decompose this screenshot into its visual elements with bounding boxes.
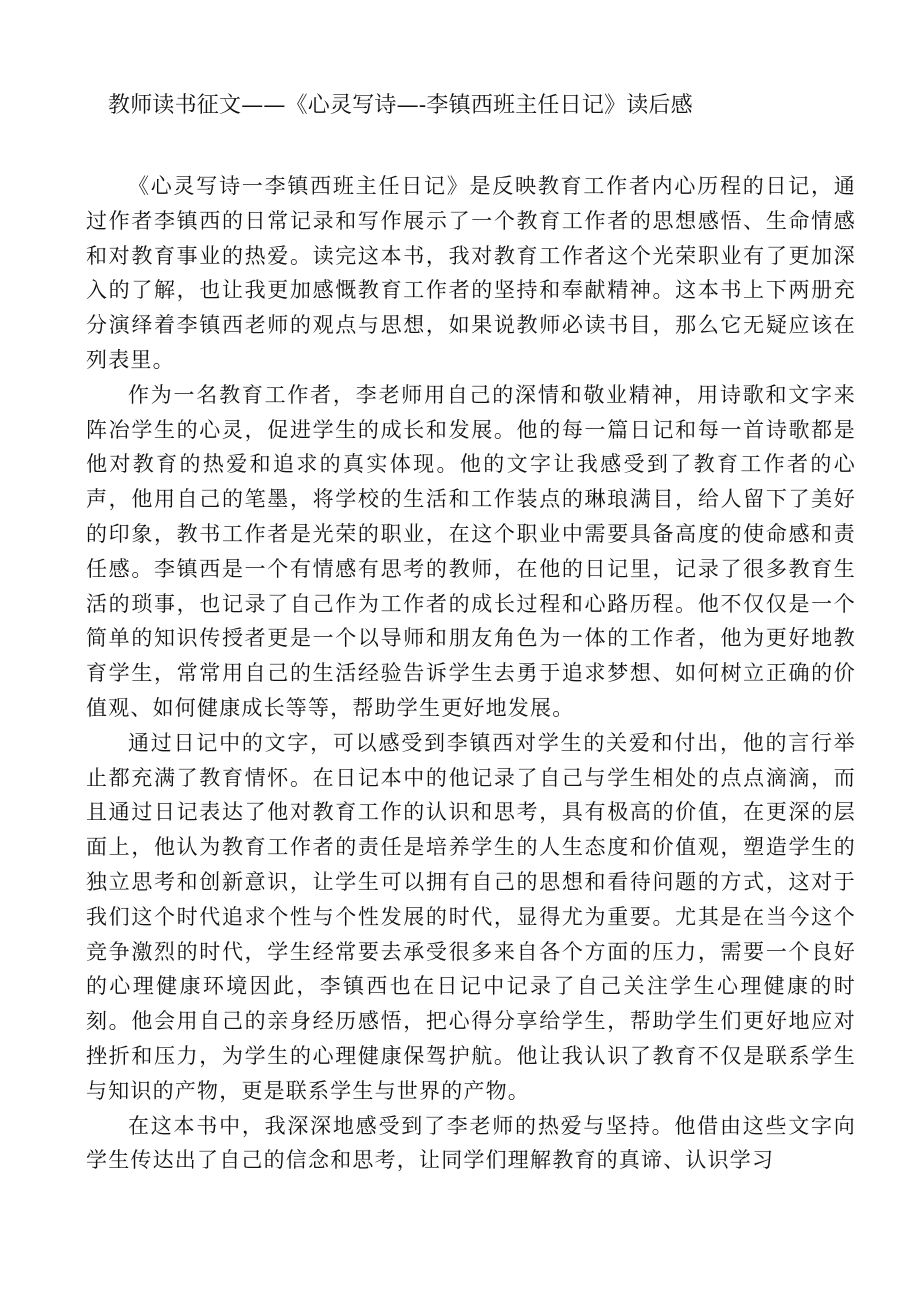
document-title: 教师读书征文——《心灵写诗—-李镇西班主任日记》读后感 <box>108 93 693 118</box>
document-body <box>86 169 856 1178</box>
body-paragraph: 《心灵写诗一李镇西班主任日记》是反映教育工作者内心历程的日记，通过作者李镇西的日常记录和写作展示了一个教育工作者的思想感悟、生命情感和对教育事业的热爱。读完这本书，我对教育工作者这个光荣职业有了更加深入的了解，也让我更加感慨教育工作者的坚持和奉献精神。这本书上下两册充分演绎着李镇西老师的观点与思想，如果说教师必读书目，那么它无疑应该在列表里。 <box>86 174 856 372</box>
body-paragraph: 作为一名教育工作者，李老师用自己的深情和敬业精神，用诗歌和文字来阵冶学生的心灵，促进学生的成长和发展。他的每一篇日记和每一首诗歌都是他对教育的热爱和追求的真实体现。他的文字让我感受到了教育工作者的心声，他用自己的笔墨，将学校的生活和工作装点的琳琅满目，给人留下了美好的印象，教书工作者是光荣的职业，在这个职业中需要具备高度的使命感和责任感。李镇西是一个有情感有思考的教师，在他的日记里，记录了很多教育生活的琐事，也记录了自己作为工作者的成长过程和心路历程。他不仅仅是一个简单的知识传授者更是一个以导师和朋友角色为一体的工作者，他为更好地教育学生，常常用自己的生活经验告诉学生去勇于追求梦想、如何树立正确的价值观、如何健康成长等等，帮助学生更好地发展。 <box>86 382 856 720</box>
body-paragraph: 在这本书中，我深深地感受到了李老师的热爱与坚持。他借由这些文字向学生传达出了自己的信念和思考，让同学们理解教育的真谛、认识学习 <box>86 1113 856 1173</box>
body-paragraph: 通过日记中的文字，可以感受到李镇西对学生的关爱和付出，他的言行举止都充满了教育情怀。在日记本中的他记录了自己与学生相处的点点滴滴，而且通过日记表达了他对教育工作的认识和思考，具有极高的价值，在更深的层面上，他认为教育工作者的责任是培养学生的人生态度和价值观，塑造学生的独立思考和创新意识，让学生可以拥有自己的思想和看待问题的方式，这对于我们这个时代追求个性与个性发展的时代，显得尤为重要。尤其是在当今这个竞争激烈的时代，学生经常要去承受很多来自各个方面的压力，需要一个良好的心理健康环境因此，李镇西也在日记中记录了自己关注学生心理健康的时刻。他会用自己的亲身经历感悟，把心得分享给学生，帮助学生们更好地应对挫折和压力，为学生的心理健康保驾护航。他让我认识了教育不仅是联系学生与知识的产物，更是联系学生与世界的产物。 <box>86 730 856 1103</box>
